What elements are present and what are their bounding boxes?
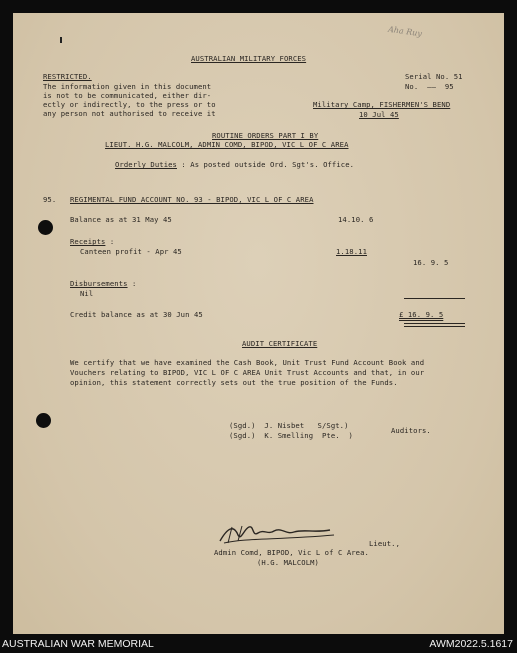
serial-number: Serial No. 51: [405, 72, 463, 81]
order-number: No. —— 95: [405, 82, 454, 91]
camp-location: Military Camp, FISHERMEN'S BEND: [313, 100, 451, 109]
audit-line: Vouchers relating to BIPOD, VIC L OF C AREA Unit Trust Accounts and that, in our: [70, 368, 425, 377]
auditor-line: (Sgd.) K. Smelling Pte. ): [229, 431, 353, 440]
canteen-label: Canteen profit - Apr 45: [80, 247, 182, 256]
footer-institution: AUSTRALIAN WAR MEMORIAL: [2, 638, 154, 650]
orders-subtitle: LIEUT. H.G. MALCOLM, ADMIN COMD, BIPOD, VIC L OF C AREA: [105, 140, 349, 149]
document-page: [13, 13, 504, 634]
signatory-rank: Lieut.,: [369, 539, 400, 548]
item-number: 95.: [43, 195, 57, 204]
header-title: AUSTRALIAN MILITARY FORCES: [191, 54, 307, 63]
orderly-duties-label: Orderly Duties: [115, 160, 177, 169]
disbursements-colon: :: [127, 279, 137, 288]
restricted-line: The information given in this document: [43, 82, 212, 91]
auditor-line: (Sgd.) J. Nisbet S/Sgt.): [229, 421, 349, 430]
audit-line: opinion, this statement correctly sets out the true position of the Funds.: [70, 378, 398, 387]
restricted-label: RESTRICTED.: [43, 72, 92, 81]
punch-hole: [36, 413, 51, 428]
punch-hole: [38, 220, 53, 235]
credit-value: £ 16. 9. 5: [399, 310, 444, 319]
restricted-line: ectly or indirectly, to the press or to: [43, 100, 216, 109]
double-rule-top: [404, 323, 465, 324]
disbursements-label: Disbursements: [70, 279, 128, 288]
balance-value: 14.10. 6: [338, 215, 374, 224]
credit-label: Credit balance as at 30 Jun 45: [70, 310, 203, 319]
orderly-duties-text: : As posted outside Ord. Sgt's. Office.: [176, 160, 355, 169]
punch-mark: [60, 37, 62, 43]
footer-accession-number: AWM2022.5.1617: [429, 638, 513, 650]
orderly-duties: [115, 160, 354, 169]
signatory-role: Admin Comd, BIPOD, Vic L of C Area.: [214, 548, 369, 557]
total-rule: [404, 298, 465, 299]
signatory-name: (H.G. MALCOLM): [257, 558, 319, 567]
double-rule-bottom: [404, 326, 465, 327]
audit-line: We certify that we have examined the Cash Book, Unit Trust Fund Account Book and: [70, 358, 425, 367]
receipts-total: 16. 9. 5: [413, 258, 449, 267]
disbursements-heading: [70, 279, 136, 288]
canteen-value: 1.18.11: [336, 247, 367, 256]
order-date: 10 Jul 45: [359, 110, 399, 119]
balance-label: Balance as at 31 May 45: [70, 215, 172, 224]
orders-title: ROUTINE ORDERS PART I BY: [212, 131, 319, 140]
pencil-note: Aha Ruy: [387, 24, 423, 39]
item-title: REGIMENTAL FUND ACCOUNT NO. 93 - BIPOD, VIC L OF C AREA: [70, 195, 314, 204]
auditors-label: Auditors.: [391, 426, 431, 435]
restricted-line: is not to be communicated, either dir-: [43, 91, 212, 100]
restricted-line: any person not authorised to receive it: [43, 109, 216, 118]
signature-scrawl: [216, 521, 336, 547]
receipts-heading: [70, 237, 114, 246]
receipts-label: Receipts: [70, 237, 106, 246]
receipts-colon: :: [105, 237, 115, 246]
disbursements-nil: Nil: [80, 289, 94, 298]
audit-title: AUDIT CERTIFICATE: [242, 339, 318, 348]
